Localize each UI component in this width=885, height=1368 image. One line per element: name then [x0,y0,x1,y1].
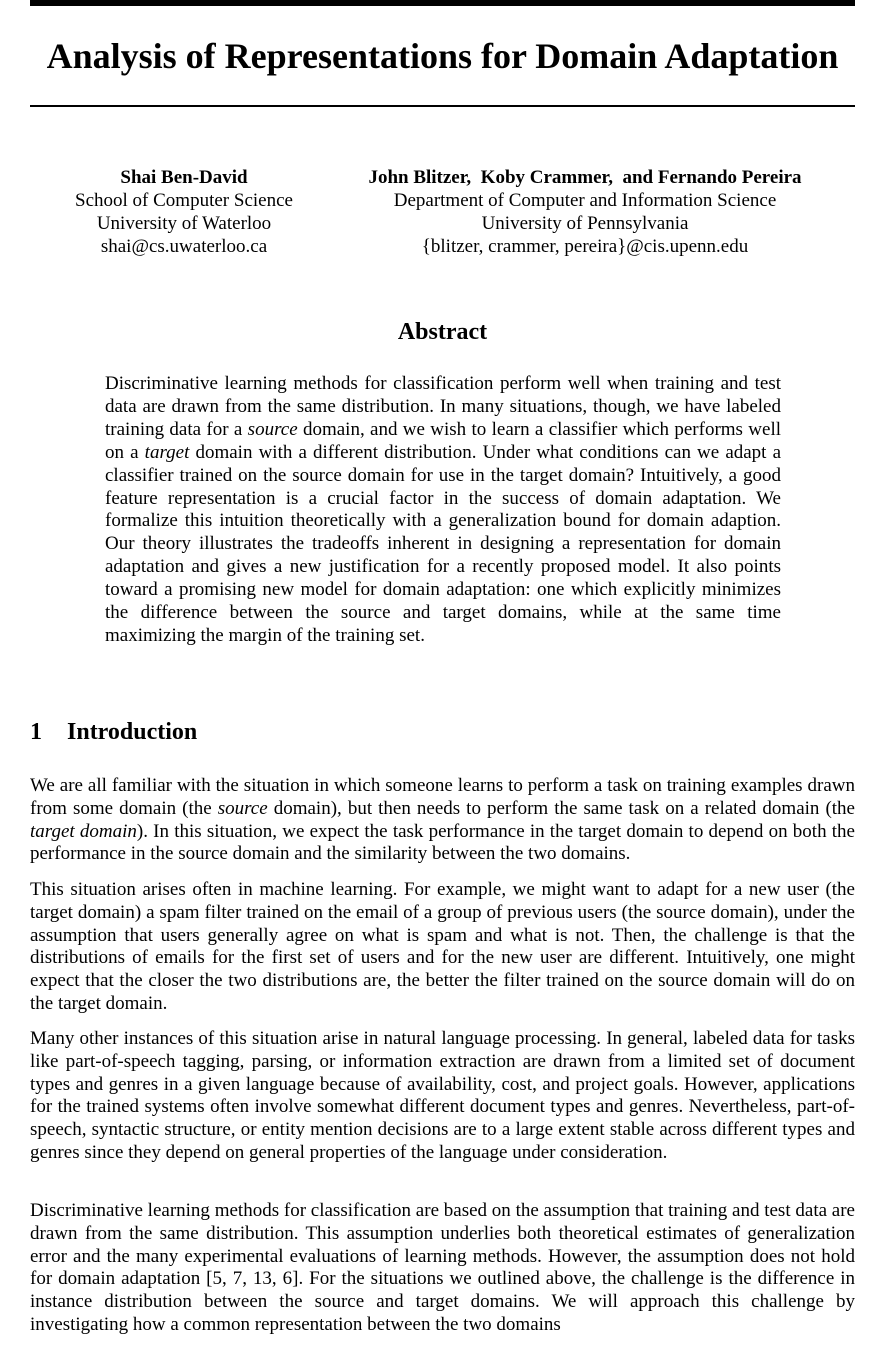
abstract-text-part: Discriminative learning methods for classification perform well when training and test data are drawn from the same distribution. In many situations, though, we have labeled training data for a [105,373,781,440]
abstract-emphasis-target: target [144,441,190,463]
paragraph-text-part: domain), but then needs to perform the same task on a related domain (the [267,797,855,819]
emphasis-source: source [217,797,268,819]
paragraph-text-part: We are all familiar with the situation in which someone learns to perform a task on training examples drawn from some domain (the [30,775,855,819]
author-block-2 [330,166,840,258]
title-top-rule [30,0,855,6]
intro-paragraph-4: Discriminative learning methods for classification are based on the assumption that training and test data are drawn from the same distribution. This assumption underlies both theoretical estimates of generalization error and the many experimental evaluations of learning methods. However, the assumption does not hold for domain adaptation [5, 7, 13, 6]. For the situations we outlined above, the challenge is the difference in instance distribution between the source and target domains. We will approach this challenge by investigating how a common representation between the two domains [30,1200,855,1335]
author-department: Department of Computer and Information Science [393,190,777,211]
abstract-text-part: domain with a different distribution. Under what conditions can we adapt a classifier trained on the source domain for use in the target domain? Intuitively, a good feature representation is a crucial factor in the success of domain adaptation. We formalize this intuition theoretically with a generalization bound for domain adaption. Our theory illustrates the tradeoffs inherent in designing a representation for domain adaptation and gives a new justification for a recently proposed model. It also points toward a promising new model for domain adaptation: one which explicitly minimizes the difference between the source and target domains, while at the same time maximizing the margin of the training set. [105,441,782,646]
abstract-text [105,373,781,648]
author-email: shai@cs.uwaterloo.ca [100,236,268,257]
intro-paragraph-1 [30,775,855,866]
paper-title: Analysis of Representations for Domain Adaptation [46,36,839,76]
author-name: John Blitzer, Koby Crammer, and Fernando Pereira [368,167,802,188]
author-email: {blitzer, crammer, pereira}@cis.upenn.edu [421,236,749,257]
section-heading-introduction [30,717,197,747]
section-number: 1 [30,719,42,745]
author-name: Shai Ben-David [120,167,248,188]
author-affiliation: University of Waterloo [96,213,272,234]
paragraph-text-part: ). In this situation, we expect the task performance in the target domain to depend on both the performance in the source domain and the similarity between the two domains. [30,820,855,865]
abstract-emphasis-source: source [247,418,298,440]
author-affiliation: University of Pennsylvania [481,213,689,234]
author-block-1 [50,166,318,258]
abstract-heading: Abstract [397,319,488,345]
emphasis-target-domain: target domain [30,820,137,842]
abstract-text-part: domain, and we wish to learn a classifier which performs well on a [105,418,781,463]
intro-paragraph-2: This situation arises often in machine learning. For example, we might want to adapt for a new user (the target domain) a spam filter trained on the email of a group of previous users (the source domain), under the assumption that users generally agree on what is spam and what is not. Then, the challenge is that the distributions of emails for the first set of users and for the new user are different. Intuitively, one might expect that the closer the two distributions are, the better the filter trained on the source domain will do on the target domain. [30,879,855,1014]
intro-paragraph-3: Many other instances of this situation arise in natural language processing. In general, labeled data for tasks like part-of-speech tagging, parsing, or information extraction are drawn from a limited set of document types and genres in a given language because of availability, cost, and project goals. However, applications for the trained systems often involve somewhat different document types and genres. Nevertheless, part-of-speech, syntactic structure, or entity mention decisions are to a large extent stable across different types and genres since they depend on general properties of the language under consideration. [30,1028,855,1163]
title-bottom-rule [30,105,855,107]
section-title: Introduction [67,719,198,745]
author-department: School of Computer Science [75,190,293,211]
